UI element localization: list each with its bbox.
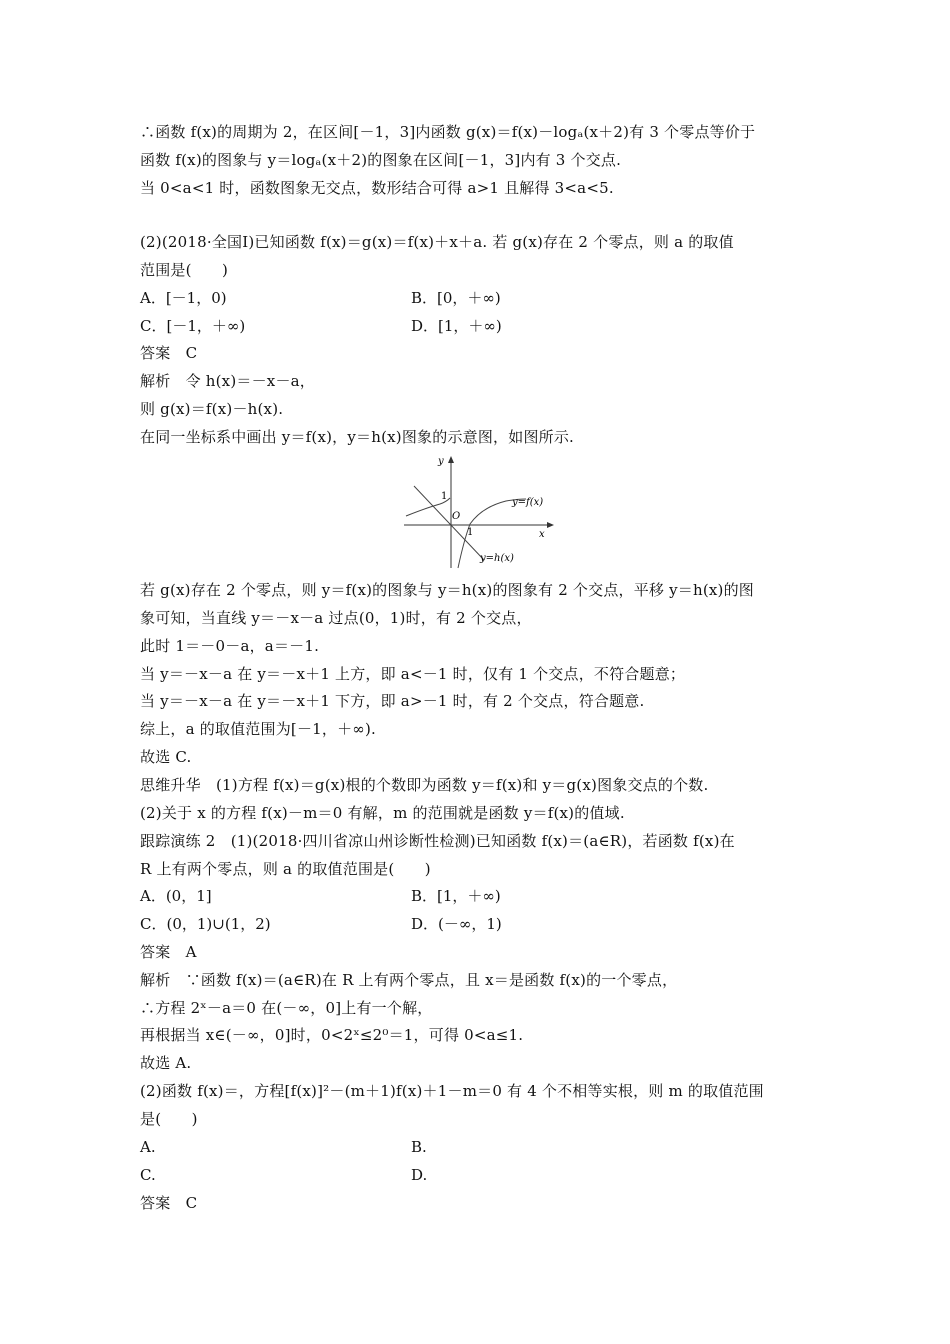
option-d: D．(－∞，1) xyxy=(411,915,502,933)
text-line: 当 y＝－x－a 在 y＝－x＋1 下方，即 a>－1 时，有 2 个交点，符合题意. xyxy=(140,692,645,710)
question-stem: (2)(2018·全国Ⅰ)已知函数 f(x)＝g(x)＝f(x)＋x＋a. 若 g(x)存在 2 个零点，则 a 的取值 xyxy=(140,233,734,251)
text-line: 故选 C. xyxy=(140,748,192,766)
exercise-stem: R 上有两个零点，则 a 的取值范围是( ) xyxy=(140,860,431,878)
option-d: D．[1，＋∞) xyxy=(411,317,502,335)
x-axis-label: x xyxy=(539,529,545,540)
function-graph-figure xyxy=(402,452,560,570)
x-axis-arrow xyxy=(547,522,554,528)
analysis-line: 解析 令 h(x)＝－x－a， xyxy=(140,372,315,390)
text-line: 故选 A. xyxy=(140,1054,192,1072)
option-a: A. xyxy=(140,1138,156,1156)
option-b: B．[0，＋∞) xyxy=(411,289,501,307)
x-tick-label: 1 xyxy=(467,527,474,538)
y-axis-arrow xyxy=(448,456,454,463)
answer-line: 答案 A xyxy=(140,943,197,961)
option-b: B. xyxy=(411,1138,427,1156)
text-line: 综上，a 的取值范围为[－1，＋∞). xyxy=(140,720,377,738)
text-line: ∴函数 f(x)的周期为 2，在区间[－1，3]内函数 g(x)＝f(x)－logₐ(x＋2)有 3 个零点等价于 xyxy=(140,123,756,141)
exercise-stem: 跟踪演练 2 (1)(2018·四川省凉山州诊断性检测)已知函数 f(x)＝(a∈R)，若函数 f(x)在 xyxy=(140,832,735,850)
h-line-label: y=h(x) xyxy=(480,553,514,564)
text-line: 函数 f(x)的图象与 y＝logₐ(x＋2)的图象在区间[－1，3]内有 3 个交点. xyxy=(140,151,622,169)
text-line: 当 y＝－x－a 在 y＝－x＋1 上方，即 a<－1 时，仅有 1 个交点，不符合题意； xyxy=(140,665,686,683)
summary-line: (2)关于 x 的方程 f(x)－m＝0 有解，m 的范围就是函数 y＝f(x)的值域. xyxy=(140,804,625,822)
y-tick-label: 1 xyxy=(441,491,448,502)
text-line: 此时 1＝－0－a，a＝－1. xyxy=(140,637,320,655)
analysis-line: 解析 ∵函数 f(x)＝(a∈R)在 R 上有两个零点，且 x＝是函数 f(x)的一个零点， xyxy=(140,971,678,989)
exercise-stem: 是( ) xyxy=(140,1110,198,1128)
text-line: 当 0<a<1 时，函数图象无交点，数形结合可得 a>1 且解得 3<a<5. xyxy=(140,179,614,197)
option-c: C. xyxy=(140,1166,156,1184)
option-c: C．[－1，＋∞) xyxy=(140,317,246,335)
summary-line: 思维升华 (1)方程 f(x)＝g(x)根的个数即为函数 y＝f(x)和 y＝g(x)图象交点的个数. xyxy=(140,776,709,794)
f-curve-label: y=f(x) xyxy=(512,497,544,508)
option-a: A．[－1，0) xyxy=(140,289,227,307)
h-line xyxy=(414,486,484,560)
text-line: 则 g(x)＝f(x)－h(x). xyxy=(140,400,284,418)
exercise-stem: (2)函数 f(x)＝，方程[f(x)]²－(m＋1)f(x)＋1－m＝0 有 4 个不相等实根，则 m 的取值范围 xyxy=(140,1082,764,1100)
answer-line: 答案 C xyxy=(140,344,198,362)
text-line: ∴方程 2ˣ－a＝0 在(－∞，0]上有一个解， xyxy=(140,999,433,1017)
question-stem: 范围是( ) xyxy=(140,261,229,279)
text-line: 在同一坐标系中画出 y＝f(x)，y＝h(x)图象的示意图，如图所示. xyxy=(140,428,575,446)
y-axis-label: y xyxy=(438,456,444,467)
answer-line: 答案 C xyxy=(140,1194,198,1212)
option-b: B．[1，＋∞) xyxy=(411,887,501,905)
origin-label: O xyxy=(452,511,461,522)
option-a: A．(0，1] xyxy=(140,887,212,905)
text-line: 象可知，当直线 y＝－x－a 过点(0，1)时，有 2 个交点， xyxy=(140,609,532,627)
text-line: 若 g(x)存在 2 个零点，则 y＝f(x)的图象与 y＝h(x)的图象有 2 个交点，平移 y＝h(x)的图 xyxy=(140,581,754,599)
option-c: C．(0，1)∪(1，2) xyxy=(140,915,271,933)
text-line: 再根据当 x∈(－∞，0]时，0<2ˣ≤2⁰＝1，可得 0<a≤1. xyxy=(140,1026,524,1044)
option-d: D. xyxy=(411,1166,428,1184)
